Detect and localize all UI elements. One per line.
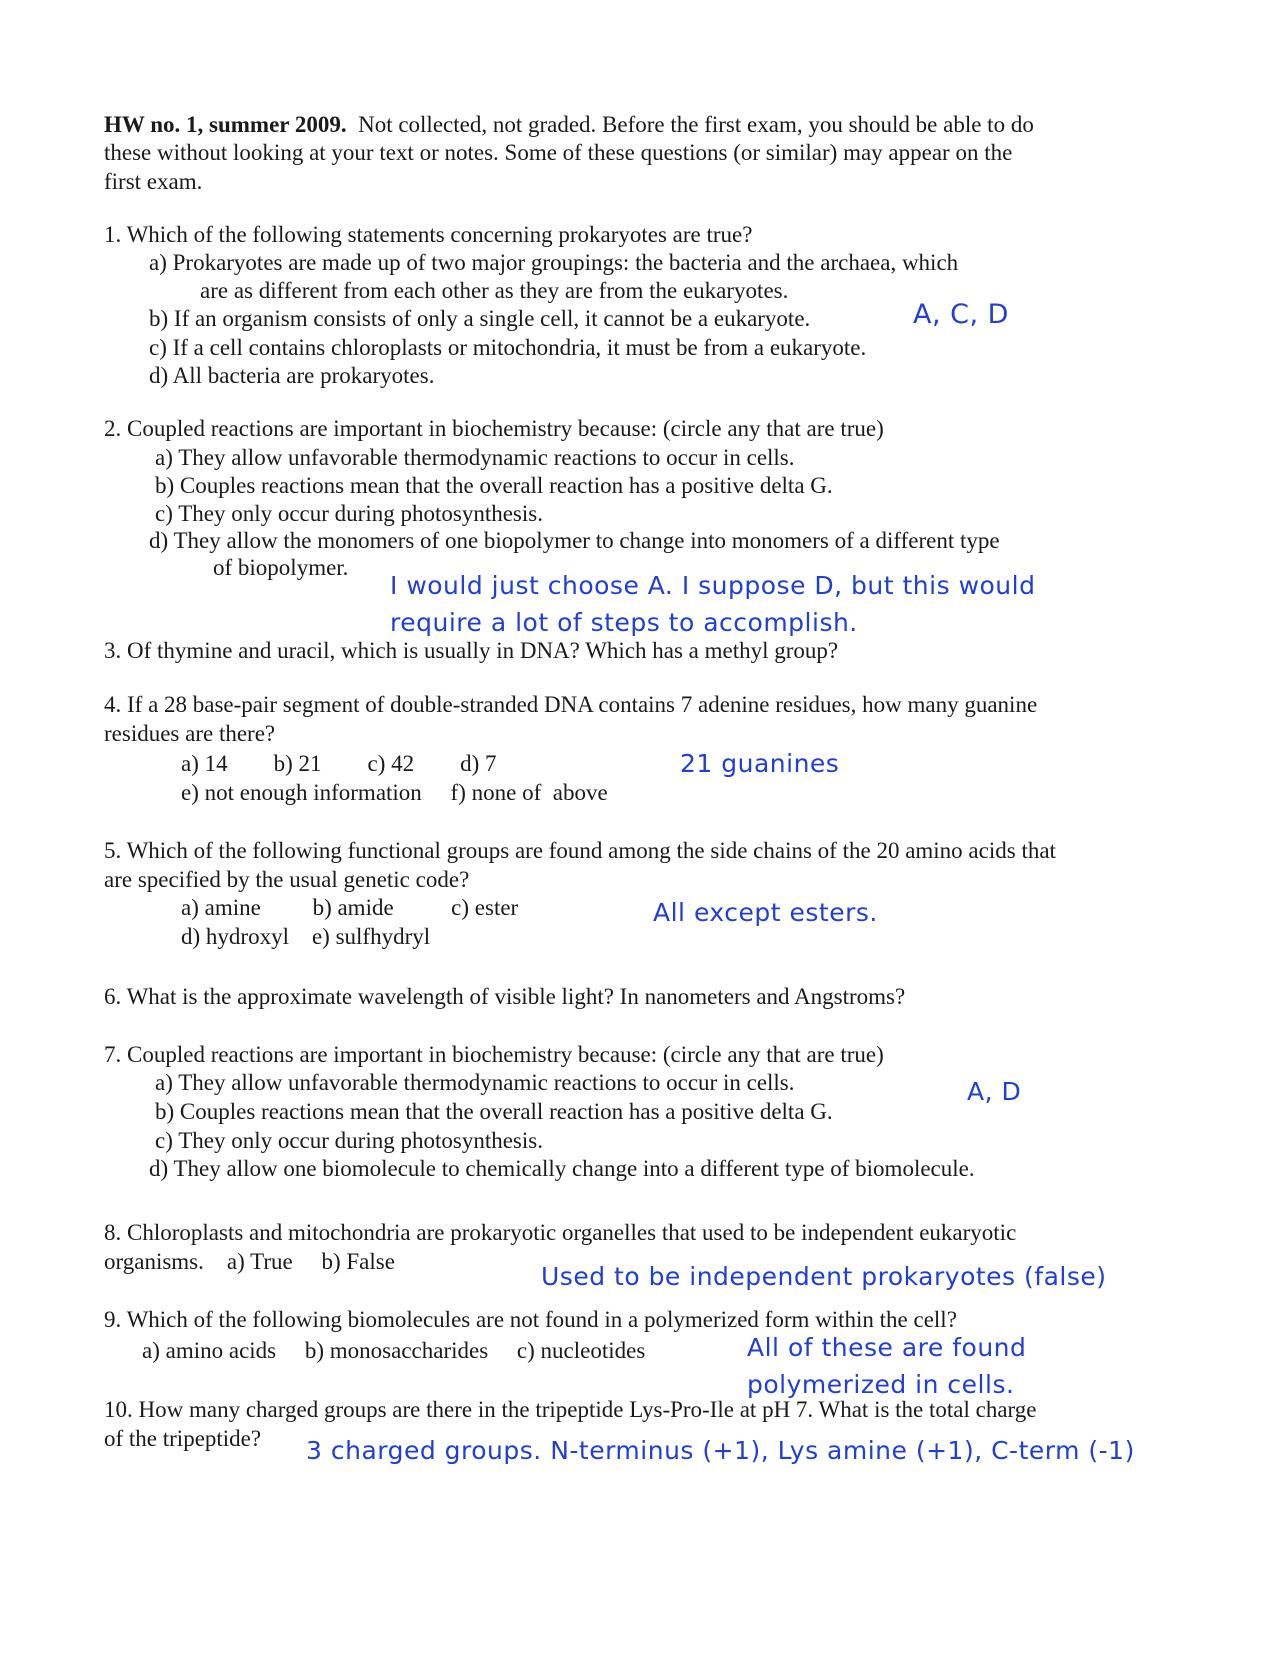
q4-answer: 21 guanines [680, 749, 840, 778]
q5-answer: All except esters. [653, 898, 878, 927]
q2-option-a: a) They allow unfavorable thermodynamic reactions to occur in cells. [155, 445, 795, 470]
q5-stem: 5. Which of the following functional groups are found among the side chains of the 20 amino acids that [104, 838, 1056, 863]
q7-stem: 7. Coupled reactions are important in biochemistry because: (circle any that are true) [104, 1042, 884, 1067]
q10-stem: 10. How many charged groups are there in the tripeptide Lys-Pro-Ile at pH 7. What is the total charge [104, 1397, 1037, 1422]
q9-stem: 9. Which of the following biomolecules are not found in a polymerized form within the cell? [104, 1307, 957, 1332]
q10-stem-cont: of the tripeptide? [104, 1426, 262, 1451]
q10-answer: 3 charged groups. N-terminus (+1), Lys amine (+1), C-term (-1) [306, 1436, 1135, 1465]
q1-stem: 1. Which of the following statements concerning prokaryotes are true? [104, 222, 753, 247]
q1-option-a-cont: are as different from each other as they are from the eukaryotes. [200, 278, 789, 303]
q8-stem: 8. Chloroplasts and mitochondria are prokaryotic organelles that used to be independent eukaryotic [104, 1220, 1017, 1245]
q5-stem-cont: are specified by the usual genetic code? [104, 867, 470, 892]
q4-stem-cont: residues are there? [104, 721, 276, 746]
q1-option-d: d) All bacteria are prokaryotes. [149, 363, 435, 388]
q2-option-d-cont: of biopolymer. [213, 555, 349, 580]
q9-answer-line-2: polymerized in cells. [747, 1370, 1015, 1399]
q8-answer: Used to be independent prokaryotes (false) [541, 1262, 1107, 1291]
q7-option-a: a) They allow unfavorable thermodynamic reactions to occur in cells. [155, 1070, 795, 1095]
q1-option-c: c) If a cell contains chloroplasts or mitochondria, it must be from a eukaryote. [149, 335, 867, 360]
q2-option-d: d) They allow the monomers of one biopolymer to change into monomers of a different type [149, 528, 1000, 553]
header-title: HW no. 1, summer 2009. [104, 112, 347, 137]
q6-stem: 6. What is the approximate wavelength of visible light? In nanometers and Angstroms? [104, 984, 906, 1009]
header-line-3: first exam. [104, 169, 203, 194]
q2-option-b: b) Couples reactions mean that the overall reaction has a positive delta G. [155, 473, 833, 498]
q3-stem: 3. Of thymine and uracil, which is usually in DNA? Which has a methyl group? [104, 638, 839, 663]
q2-answer-line-2: require a lot of steps to accomplish. [390, 608, 858, 637]
q4-options-row-2: e) not enough information f) none of above [181, 780, 608, 805]
q4-stem: 4. If a 28 base-pair segment of double-stranded DNA contains 7 adenine residues, how many guanine [104, 692, 1038, 717]
q7-option-b: b) Couples reactions mean that the overall reaction has a positive delta G. [155, 1099, 833, 1124]
q2-stem: 2. Coupled reactions are important in biochemistry because: (circle any that are true) [104, 416, 884, 441]
q1-answer: A, C, D [913, 299, 1009, 330]
header-line-1-rest: Not collected, not graded. Before the first exam, you should be able to do [358, 112, 1034, 137]
q1-option-a: a) Prokaryotes are made up of two major groupings: the bacteria and the archaea, which [149, 250, 959, 275]
q9-options: a) amino acids b) monosaccharides c) nucleotides [142, 1338, 646, 1363]
q5-options-row-1: a) amine b) amide c) ester [181, 895, 519, 920]
q7-option-c: c) They only occur during photosynthesis. [155, 1128, 543, 1153]
q4-options-row-1: a) 14 b) 21 c) 42 d) 7 [181, 751, 497, 776]
header-line-2: these without looking at your text or notes. Some of these questions (or similar) may appear on the [104, 140, 1013, 165]
q1-option-b: b) If an organism consists of only a single cell, it cannot be a eukaryote. [149, 306, 811, 331]
q7-option-d: d) They allow one biomolecule to chemically change into a different type of biomolecule. [149, 1156, 975, 1181]
q5-options-row-2: d) hydroxyl e) sulfhydryl [181, 924, 431, 949]
header-line-1 [104, 111, 1034, 139]
q9-answer-line-1: All of these are found [747, 1333, 1027, 1362]
q7-answer: A, D [967, 1077, 1022, 1106]
q2-option-c: c) They only occur during photosynthesis. [155, 501, 543, 526]
q8-stem-cont: organisms. a) True b) False [104, 1249, 395, 1274]
q2-answer-line-1: I would just choose A. I suppose D, but this would [390, 571, 1036, 600]
